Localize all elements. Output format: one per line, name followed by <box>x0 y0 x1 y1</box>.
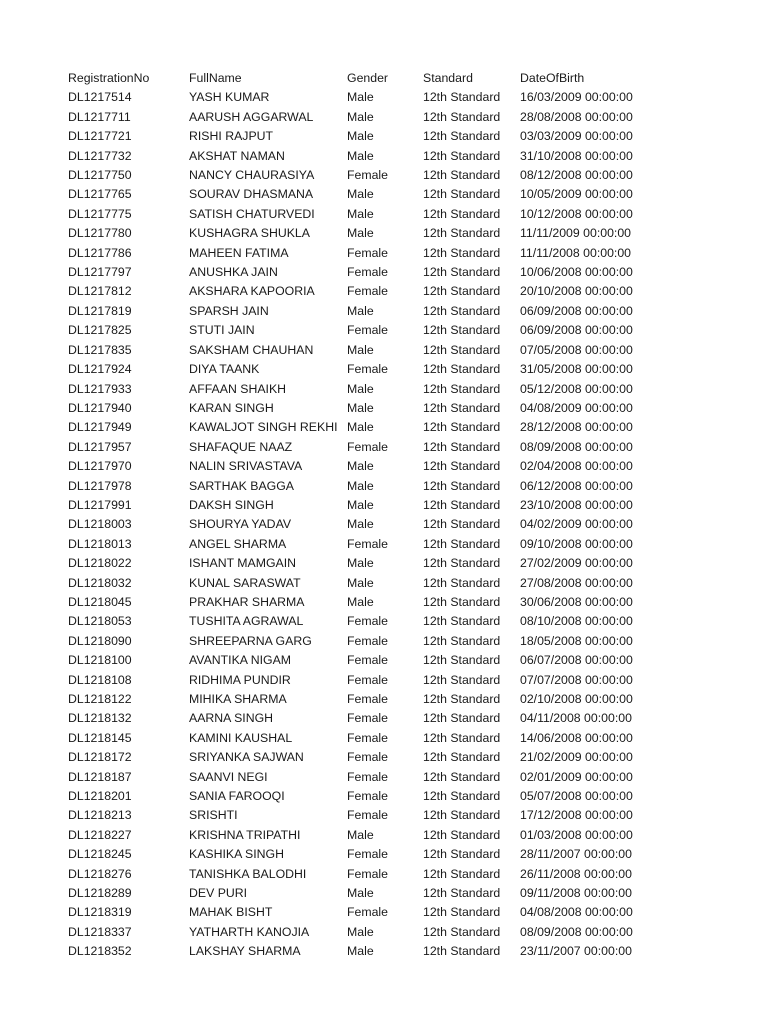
cell-date-of-birth: 11/11/2009 00:00:00 <box>520 226 632 241</box>
cell-standard: 12th Standard <box>423 633 501 648</box>
cell-date-of-birth: 08/09/2008 00:00:00 <box>520 439 633 454</box>
table-row <box>68 515 650 534</box>
cell-date-of-birth: 03/03/2009 00:00:00 <box>520 129 633 144</box>
cell-registration-no: DL1218172 <box>68 750 132 765</box>
cell-full-name: PRAKHAR SHARMA <box>189 594 305 609</box>
table-row <box>68 477 650 496</box>
cell-gender: Female <box>347 536 389 551</box>
cell-gender: Female <box>347 245 389 260</box>
cell-full-name: SHAFAQUE NAAZ <box>189 439 293 454</box>
cell-date-of-birth: 18/05/2008 00:00:00 <box>520 633 633 648</box>
cell-date-of-birth: 07/05/2008 00:00:00 <box>520 342 633 357</box>
header-registration-no: RegistrationNo <box>68 71 150 85</box>
cell-standard: 12th Standard <box>423 148 501 163</box>
table-row <box>68 787 650 806</box>
cell-date-of-birth: 31/05/2008 00:00:00 <box>520 362 633 377</box>
cell-registration-no: DL1217721 <box>68 129 132 144</box>
cell-registration-no: DL1217786 <box>68 245 132 260</box>
cell-standard: 12th Standard <box>423 226 501 241</box>
cell-standard: 12th Standard <box>423 245 501 260</box>
cell-gender: Male <box>347 497 374 512</box>
cell-full-name: ANGEL SHARMA <box>189 536 287 551</box>
table-row <box>68 185 650 204</box>
cell-registration-no: DL1217732 <box>68 148 132 163</box>
cell-gender: Female <box>347 633 389 648</box>
table-row <box>68 438 650 457</box>
cell-standard: 12th Standard <box>423 459 501 474</box>
cell-registration-no: DL1218003 <box>68 517 132 532</box>
cell-full-name: SANIA FAROOQI <box>189 789 285 804</box>
cell-standard: 12th Standard <box>423 168 501 183</box>
cell-full-name: AARUSH AGGARWAL <box>189 109 314 124</box>
cell-date-of-birth: 01/03/2008 00:00:00 <box>520 827 633 842</box>
cell-registration-no: DL1218352 <box>68 944 132 959</box>
table-row <box>68 244 650 263</box>
table-row <box>68 418 650 437</box>
cell-date-of-birth: 06/07/2008 00:00:00 <box>520 653 633 668</box>
cell-gender: Male <box>347 342 374 357</box>
cell-date-of-birth: 02/01/2009 00:00:00 <box>520 769 633 784</box>
cell-standard: 12th Standard <box>423 420 501 435</box>
table-row <box>68 399 650 418</box>
student-table <box>68 69 650 962</box>
header-gender: Gender <box>347 71 389 85</box>
cell-full-name: DEV PURI <box>189 886 248 901</box>
table-row <box>68 826 650 845</box>
table-row <box>68 127 650 146</box>
cell-registration-no: DL1217940 <box>68 400 132 415</box>
cell-registration-no: DL1218132 <box>68 711 132 726</box>
cell-gender: Female <box>347 168 389 183</box>
table-row <box>68 224 650 243</box>
table-row <box>68 748 650 767</box>
table-row <box>68 166 650 185</box>
cell-standard: 12th Standard <box>423 847 501 862</box>
cell-registration-no: DL1217514 <box>68 90 132 105</box>
cell-gender: Male <box>347 187 374 202</box>
cell-registration-no: DL1218045 <box>68 594 132 609</box>
cell-registration-no: DL1218108 <box>68 672 132 687</box>
cell-gender: Female <box>347 847 389 862</box>
cell-date-of-birth: 10/05/2009 00:00:00 <box>520 187 633 202</box>
cell-registration-no: DL1217924 <box>68 362 132 377</box>
cell-full-name: MAHAK BISHT <box>189 905 273 920</box>
cell-registration-no: DL1218227 <box>68 827 132 842</box>
cell-full-name: SAANVI NEGI <box>189 769 268 784</box>
cell-standard: 12th Standard <box>423 439 501 454</box>
cell-full-name: SOURAV DHASMANA <box>189 187 314 202</box>
cell-date-of-birth: 28/11/2007 00:00:00 <box>520 847 632 862</box>
cell-full-name: MIHIKA SHARMA <box>189 692 287 706</box>
cell-registration-no: DL1217957 <box>68 439 132 454</box>
cell-full-name: KARAN SINGH <box>189 400 274 415</box>
cell-standard: 12th Standard <box>423 866 501 881</box>
cell-date-of-birth: 27/08/2008 00:00:00 <box>520 575 633 590</box>
cell-standard: 12th Standard <box>423 730 501 745</box>
cell-gender: Female <box>347 692 389 706</box>
cell-gender: Male <box>347 886 374 901</box>
cell-full-name: RISHI RAJPUT <box>189 129 274 144</box>
cell-standard: 12th Standard <box>423 323 501 338</box>
cell-standard: 12th Standard <box>423 478 501 493</box>
table-row <box>68 496 650 515</box>
cell-full-name: SHREEPARNA GARG <box>189 633 312 648</box>
cell-full-name: AKSHAT NAMAN <box>189 148 285 163</box>
cell-date-of-birth: 11/11/2008 00:00:00 <box>520 245 632 260</box>
cell-gender: Male <box>347 109 374 124</box>
cell-gender: Female <box>347 323 389 338</box>
table-row <box>68 865 650 884</box>
cell-gender: Male <box>347 556 374 571</box>
cell-standard: 12th Standard <box>423 692 501 706</box>
header-standard: Standard <box>423 71 473 85</box>
cell-full-name: ANUSHKA JAIN <box>189 265 278 280</box>
table-header <box>68 69 650 88</box>
cell-full-name: KAWALJOT SINGH REKHI <box>189 420 338 435</box>
table-row <box>68 593 650 612</box>
table-row <box>68 302 650 321</box>
cell-gender: Male <box>347 129 374 144</box>
cell-date-of-birth: 04/08/2009 00:00:00 <box>520 400 633 415</box>
table-row <box>68 806 650 825</box>
table-row <box>68 845 650 864</box>
cell-date-of-birth: 02/04/2008 00:00:00 <box>520 459 633 474</box>
cell-full-name: RIDHIMA PUNDIR <box>189 672 291 687</box>
cell-gender: Male <box>347 303 374 318</box>
cell-standard: 12th Standard <box>423 750 501 765</box>
table-row <box>68 690 650 709</box>
table-row <box>68 457 650 476</box>
cell-full-name: YATHARTH KANOJIA <box>189 924 310 939</box>
cell-gender: Male <box>347 594 374 609</box>
cell-standard: 12th Standard <box>423 400 501 415</box>
cell-standard: 12th Standard <box>423 944 501 959</box>
cell-full-name: KAMINI KAUSHAL <box>189 730 293 745</box>
cell-date-of-birth: 14/06/2008 00:00:00 <box>520 730 633 745</box>
cell-date-of-birth: 17/12/2008 00:00:00 <box>520 808 633 823</box>
cell-registration-no: DL1217933 <box>68 381 132 396</box>
cell-full-name: DAKSH SINGH <box>189 497 274 512</box>
table-row <box>68 632 650 651</box>
table-row <box>68 884 650 903</box>
cell-registration-no: DL1218090 <box>68 633 132 648</box>
cell-registration-no: DL1217765 <box>68 187 132 202</box>
cell-date-of-birth: 08/09/2008 00:00:00 <box>520 924 633 939</box>
cell-full-name: MAHEEN FATIMA <box>189 245 289 260</box>
cell-date-of-birth: 06/12/2008 00:00:00 <box>520 478 633 493</box>
cell-registration-no: DL1217991 <box>68 497 132 512</box>
cell-gender: Male <box>347 478 374 493</box>
cell-gender: Female <box>347 362 389 377</box>
cell-standard: 12th Standard <box>423 653 501 668</box>
cell-standard: 12th Standard <box>423 206 501 221</box>
cell-full-name: ISHANT MAMGAIN <box>189 556 297 571</box>
cell-date-of-birth: 28/08/2008 00:00:00 <box>520 109 633 124</box>
cell-full-name: YASH KUMAR <box>189 90 270 105</box>
cell-full-name: KASHIKA SINGH <box>189 847 284 862</box>
cell-full-name: KRISHNA TRIPATHI <box>189 827 301 842</box>
cell-gender: Male <box>347 459 374 474</box>
cell-full-name: LAKSHAY SHARMA <box>189 944 301 959</box>
cell-date-of-birth: 08/12/2008 00:00:00 <box>520 168 633 183</box>
cell-registration-no: DL1217978 <box>68 478 132 493</box>
cell-registration-no: DL1217750 <box>68 168 132 183</box>
cell-registration-no: DL1217825 <box>68 323 132 338</box>
cell-gender: Female <box>347 808 389 823</box>
cell-date-of-birth: 04/11/2008 00:00:00 <box>520 711 632 726</box>
cell-standard: 12th Standard <box>423 129 501 144</box>
cell-full-name: SATISH CHATURVEDI <box>189 206 315 221</box>
cell-full-name: AVANTIKA NIGAM <box>189 653 292 668</box>
cell-date-of-birth: 06/09/2008 00:00:00 <box>520 323 633 338</box>
cell-gender: Male <box>347 517 374 532</box>
cell-standard: 12th Standard <box>423 187 501 202</box>
cell-gender: Male <box>347 206 374 221</box>
cell-full-name: TANISHKA BALODHI <box>189 866 307 881</box>
cell-gender: Female <box>347 284 389 299</box>
cell-standard: 12th Standard <box>423 711 501 726</box>
cell-gender: Male <box>347 420 374 435</box>
cell-registration-no: DL1218145 <box>68 730 132 745</box>
cell-registration-no: DL1217780 <box>68 226 132 241</box>
cell-standard: 12th Standard <box>423 827 501 842</box>
cell-date-of-birth: 10/12/2008 00:00:00 <box>520 206 633 221</box>
cell-registration-no: DL1218319 <box>68 905 132 920</box>
cell-standard: 12th Standard <box>423 303 501 318</box>
cell-registration-no: DL1217711 <box>68 109 131 124</box>
table-row <box>68 380 650 399</box>
cell-full-name: SPARSH JAIN <box>189 303 269 318</box>
cell-full-name: AKSHARA KAPOORIA <box>189 284 315 299</box>
cell-gender: Female <box>347 614 389 629</box>
cell-date-of-birth: 05/12/2008 00:00:00 <box>520 381 633 396</box>
cell-registration-no: DL1218122 <box>68 692 132 706</box>
cell-full-name: STUTI JAIN <box>189 323 255 338</box>
cell-standard: 12th Standard <box>423 284 501 299</box>
cell-standard: 12th Standard <box>423 362 501 377</box>
cell-full-name: SRIYANKA SAJWAN <box>189 750 304 765</box>
cell-registration-no: DL1217835 <box>68 342 132 357</box>
table-row <box>68 360 650 379</box>
cell-standard: 12th Standard <box>423 769 501 784</box>
header-row <box>68 69 650 88</box>
cell-registration-no: DL1218201 <box>68 789 132 804</box>
table-row <box>68 903 650 922</box>
cell-standard: 12th Standard <box>423 381 501 396</box>
table-row <box>68 108 650 127</box>
table-row <box>68 341 650 360</box>
cell-full-name: KUSHAGRA SHUKLA <box>189 226 310 241</box>
cell-standard: 12th Standard <box>423 789 501 804</box>
cell-standard: 12th Standard <box>423 575 501 590</box>
cell-registration-no: DL1217970 <box>68 459 132 474</box>
table-row <box>68 768 650 787</box>
cell-full-name: DIYA TAANK <box>189 362 260 377</box>
table-row <box>68 554 650 573</box>
cell-standard: 12th Standard <box>423 672 501 687</box>
cell-full-name: AFFAAN SHAIKH <box>189 381 287 396</box>
cell-full-name: KUNAL SARASWAT <box>189 575 301 590</box>
cell-date-of-birth: 31/10/2008 00:00:00 <box>520 148 633 163</box>
cell-registration-no: DL1217819 <box>68 303 132 318</box>
cell-registration-no: DL1218032 <box>68 575 132 590</box>
table-row <box>68 923 650 942</box>
cell-full-name: NANCY CHAURASIYA <box>189 168 315 183</box>
cell-full-name: SRISHTI <box>189 808 238 823</box>
cell-full-name: TUSHITA AGRAWAL <box>189 614 304 629</box>
cell-full-name: AARNA SINGH <box>189 711 274 726</box>
cell-gender: Male <box>347 944 374 959</box>
table-row <box>68 147 650 166</box>
cell-date-of-birth: 21/02/2009 00:00:00 <box>520 750 633 765</box>
cell-registration-no: DL1218013 <box>68 536 132 551</box>
cell-gender: Male <box>347 827 374 842</box>
cell-gender: Female <box>347 265 389 280</box>
table-row <box>68 612 650 631</box>
cell-standard: 12th Standard <box>423 109 501 124</box>
table-row <box>68 729 650 748</box>
cell-date-of-birth: 23/11/2007 00:00:00 <box>520 944 632 959</box>
cell-full-name: NALIN SRIVASTAVA <box>189 459 303 474</box>
cell-standard: 12th Standard <box>423 265 501 280</box>
table-body <box>68 88 650 961</box>
cell-gender: Female <box>347 672 389 687</box>
cell-full-name: SHOURYA YADAV <box>189 517 292 532</box>
cell-gender: Female <box>347 905 389 920</box>
table-row <box>68 321 650 340</box>
cell-full-name: SARTHAK BAGGA <box>189 478 295 493</box>
cell-gender: Female <box>347 711 389 726</box>
cell-registration-no: DL1217797 <box>68 265 132 280</box>
cell-full-name: SAKSHAM CHAUHAN <box>189 342 314 357</box>
cell-gender: Female <box>347 769 389 784</box>
cell-gender: Male <box>347 148 374 163</box>
cell-date-of-birth: 27/02/2009 00:00:00 <box>520 556 633 571</box>
cell-standard: 12th Standard <box>423 556 501 571</box>
cell-date-of-birth: 09/10/2008 00:00:00 <box>520 536 633 551</box>
table-row <box>68 88 650 107</box>
cell-registration-no: DL1218213 <box>68 808 132 823</box>
cell-standard: 12th Standard <box>423 808 501 823</box>
header-date-of-birth: DateOfBirth <box>520 71 585 85</box>
table-row <box>68 942 650 961</box>
cell-standard: 12th Standard <box>423 924 501 939</box>
cell-gender: Female <box>347 730 389 745</box>
cell-date-of-birth: 08/10/2008 00:00:00 <box>520 614 633 629</box>
cell-standard: 12th Standard <box>423 594 501 609</box>
cell-gender: Female <box>347 439 389 454</box>
cell-registration-no: DL1218053 <box>68 614 132 629</box>
cell-date-of-birth: 04/02/2009 00:00:00 <box>520 517 633 532</box>
cell-date-of-birth: 30/06/2008 00:00:00 <box>520 594 633 609</box>
table-row <box>68 205 650 224</box>
cell-date-of-birth: 26/11/2008 00:00:00 <box>520 866 632 881</box>
table-row <box>68 535 650 554</box>
cell-gender: Female <box>347 866 389 881</box>
cell-gender: Male <box>347 90 374 105</box>
cell-standard: 12th Standard <box>423 886 501 901</box>
cell-registration-no: DL1217812 <box>68 284 132 299</box>
cell-registration-no: DL1218289 <box>68 886 132 901</box>
cell-date-of-birth: 06/09/2008 00:00:00 <box>520 303 633 318</box>
cell-gender: Male <box>347 381 374 396</box>
cell-gender: Male <box>347 226 374 241</box>
cell-gender: Male <box>347 924 374 939</box>
cell-gender: Female <box>347 653 389 668</box>
cell-date-of-birth: 02/10/2008 00:00:00 <box>520 692 633 706</box>
cell-registration-no: DL1218100 <box>68 653 132 668</box>
cell-date-of-birth: 23/10/2008 00:00:00 <box>520 497 633 512</box>
table-row <box>68 651 650 670</box>
cell-registration-no: DL1218187 <box>68 769 132 784</box>
table-row <box>68 709 650 728</box>
cell-registration-no: DL1218245 <box>68 847 132 862</box>
header-full-name: FullName <box>189 71 242 85</box>
cell-date-of-birth: 07/07/2008 00:00:00 <box>520 672 633 687</box>
cell-registration-no: DL1218276 <box>68 866 132 881</box>
cell-registration-no: DL1217775 <box>68 206 132 221</box>
cell-date-of-birth: 16/03/2009 00:00:00 <box>520 90 633 105</box>
cell-date-of-birth: 28/12/2008 00:00:00 <box>520 420 633 435</box>
cell-standard: 12th Standard <box>423 342 501 357</box>
cell-gender: Female <box>347 750 389 765</box>
cell-standard: 12th Standard <box>423 614 501 629</box>
cell-date-of-birth: 20/10/2008 00:00:00 <box>520 284 633 299</box>
cell-date-of-birth: 10/06/2008 00:00:00 <box>520 265 633 280</box>
cell-registration-no: DL1217949 <box>68 420 132 435</box>
table-row <box>68 263 650 282</box>
table-row <box>68 574 650 593</box>
cell-standard: 12th Standard <box>423 517 501 532</box>
cell-registration-no: DL1218022 <box>68 556 132 571</box>
cell-date-of-birth: 09/11/2008 00:00:00 <box>520 886 632 901</box>
cell-gender: Male <box>347 400 374 415</box>
cell-date-of-birth: 05/07/2008 00:00:00 <box>520 789 633 804</box>
cell-registration-no: DL1218337 <box>68 924 132 939</box>
cell-standard: 12th Standard <box>423 536 501 551</box>
table-row <box>68 671 650 690</box>
cell-standard: 12th Standard <box>423 497 501 512</box>
table-row <box>68 282 650 301</box>
cell-standard: 12th Standard <box>423 90 501 105</box>
cell-gender: Female <box>347 789 389 804</box>
cell-standard: 12th Standard <box>423 905 501 920</box>
cell-date-of-birth: 04/08/2008 00:00:00 <box>520 905 633 920</box>
cell-gender: Male <box>347 575 374 590</box>
